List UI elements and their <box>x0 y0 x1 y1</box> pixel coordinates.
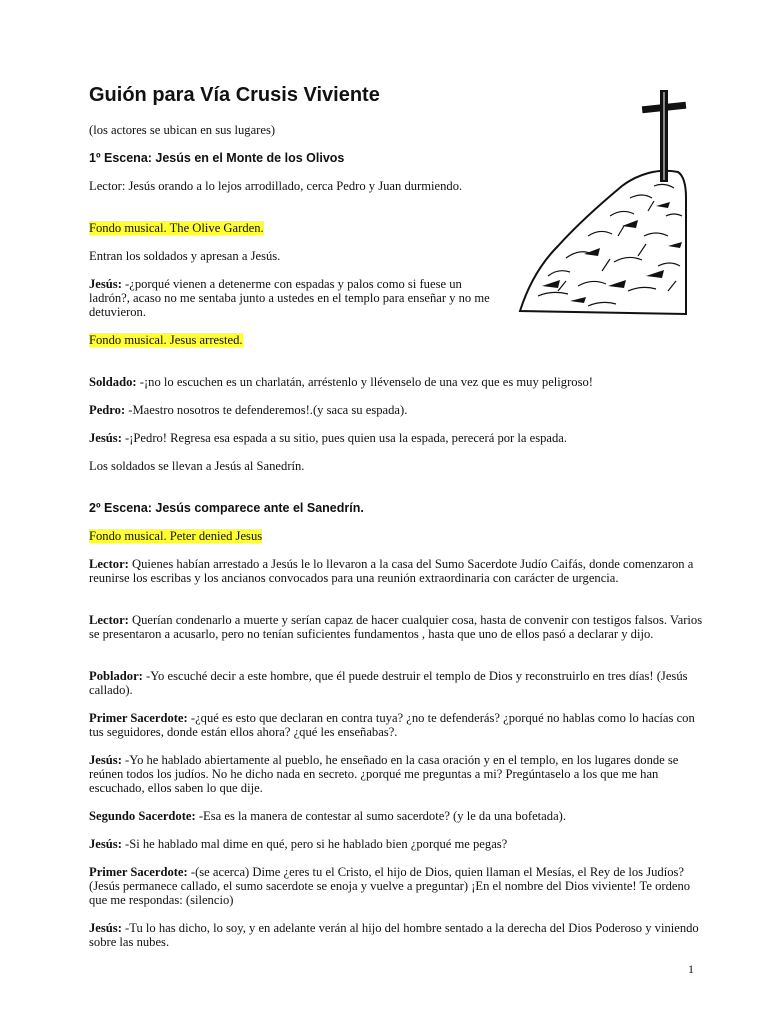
cross-on-hill-illustration <box>518 86 688 316</box>
scene2-segundo-sacerdote <box>89 809 704 823</box>
scene2-music <box>89 529 704 543</box>
speaker-name: Pedro: <box>89 403 126 417</box>
scene1-music2 <box>89 333 504 347</box>
speaker-line: -Yo escuché decir a este hombre, que él puede destruir el templo de Dios y reconstruirlo en tres días! (Jesús callado). <box>89 669 688 698</box>
speaker-line: Querían condenarlo a muerte y serían capaz de hacer cualquier cosa, hasta de convenir con testigos falsos. Varios se presentaron a acusarlo, pero no tenían suficientes fundamentos , hasta que uno de ellos pasó a declarar y dijo. <box>89 613 703 642</box>
scene2-jesus-2 <box>89 837 704 851</box>
speaker-name: Jesús: <box>89 837 122 851</box>
scene1-lector-text: Lector: Jesús orando a lo lejos arrodillado, cerca Pedro y Juan durmiendo. <box>89 179 463 193</box>
scene2-poblador <box>89 669 704 697</box>
scene1-soldiers-take: Los soldados se llevan a Jesús al Sanedrín. <box>89 459 305 473</box>
scene1-pedro-line <box>89 403 704 417</box>
speaker-name: Poblador: <box>89 669 143 683</box>
scene1-soldado-line <box>89 375 704 389</box>
speaker-line: -¡no lo escuchen es un charlatán, arréstenlo y llévenselo de una vez que es muy peligroso! <box>136 375 593 389</box>
music-highlight: Fondo musical. The Olive Garden. <box>89 221 264 235</box>
scene1-soldiers-enter: Entran los soldados y apresan a Jesús. <box>89 249 281 263</box>
music-highlight: Fondo musical. Jesus arrested. <box>89 333 243 347</box>
scene2-primer-sacerdote-1 <box>89 711 704 739</box>
music-highlight: Fondo musical. Peter denied Jesus <box>89 529 263 543</box>
speaker-name: Primer Sacerdote: <box>89 711 188 725</box>
speaker-line: -¿porqué vienen a detenerme con espadas y palos como si fuese un ladrón?, acaso no me sentaba junto a ustedes en el templo para enseñar y no me detuvieron. <box>89 277 490 320</box>
scene1-music1 <box>89 221 504 235</box>
speaker-line: Quienes habían arrestado a Jesús le lo llevaron a la casa del Sumo Sacerdote Judío Caifás, donde comenzaron a reunirse los escribas y los ancianos convocados para una reunión extraordinaria con carácter de urgencia. <box>89 557 694 586</box>
scene1-jesus-line-2 <box>89 431 704 445</box>
scene1-jesus-line <box>89 277 504 320</box>
speaker-line: -(se acerca) Dime ¿eres tu el Cristo, el hijo de Dios, quien llaman el Mesías, el Rey de los Judíos? (Jesús permanece callado, el sumo sacerdote se enoja y vuelve a preguntar) ¡En el nombre del Dios viviente! Te ordeno que me respondas: (silencio) <box>89 865 691 908</box>
subtitle: (los actores se ubican en sus lugares) <box>89 123 276 137</box>
scene2-lector-2 <box>89 613 704 641</box>
speaker-line: -¿qué es esto que declaran en contra tuya? ¿no te defenderás? ¿porqué no hablas como lo hacías con tus seguidores, donde están ellos ahora? ¿qué les enseñabas?. <box>89 711 695 740</box>
page-number: 1 <box>688 962 694 976</box>
scene2-jesus-1 <box>89 753 704 796</box>
speaker-line: -Maestro nosotros te defenderemos!.(y saca su espada). <box>125 403 408 417</box>
speaker-name: Lector: <box>89 613 129 627</box>
speaker-name: Jesús: <box>89 431 122 445</box>
scene2-primer-sacerdote-2 <box>89 865 704 908</box>
speaker-name: Primer Sacerdote: <box>89 865 188 879</box>
scene2-lector-1 <box>89 557 704 585</box>
speaker-line: -¡Pedro! Regresa esa espada a su sitio, pues quien usa la espada, perecerá por la espada. <box>121 431 568 445</box>
speaker-name: Jesús: <box>89 753 122 767</box>
scene2-heading: 2º Escena: Jesús comparece ante el Sanedrín. <box>89 501 364 515</box>
speaker-line: -Si he hablado mal dime en qué, pero si he hablado bien ¿porqué me pegas? <box>121 837 508 851</box>
speaker-line: -Esa es la manera de contestar al sumo sacerdote? (y le da una bofetada). <box>195 809 566 823</box>
speaker-name: Jesús: <box>89 277 122 291</box>
speaker-name: Segundo Sacerdote: <box>89 809 196 823</box>
speaker-name: Lector: <box>89 557 129 571</box>
document-title: Guión para Vía Crusis Viviente <box>89 84 380 106</box>
speaker-line: -Tu lo has dicho, lo soy, y en adelante verán al hijo del hombre sentado a la derecha del Dios Poderoso y viniendo sobre las nubes. <box>89 921 699 950</box>
speaker-name: Soldado: <box>89 375 137 389</box>
speaker-line: -Yo he hablado abiertamente al pueblo, he enseñado en la casa oración y en el templo, en los lugares donde se reúnen todos los judíos. No he dicho nada en secreto. ¿porqué me preguntas a mi? Pregúntaselo a los que me han escuchado, ellos saben lo que dije. <box>89 753 679 796</box>
speaker-name: Jesús: <box>89 921 122 935</box>
scene2-jesus-3 <box>89 921 704 949</box>
scene1-heading: 1º Escena: Jesús en el Monte de los Olivos <box>89 151 345 165</box>
